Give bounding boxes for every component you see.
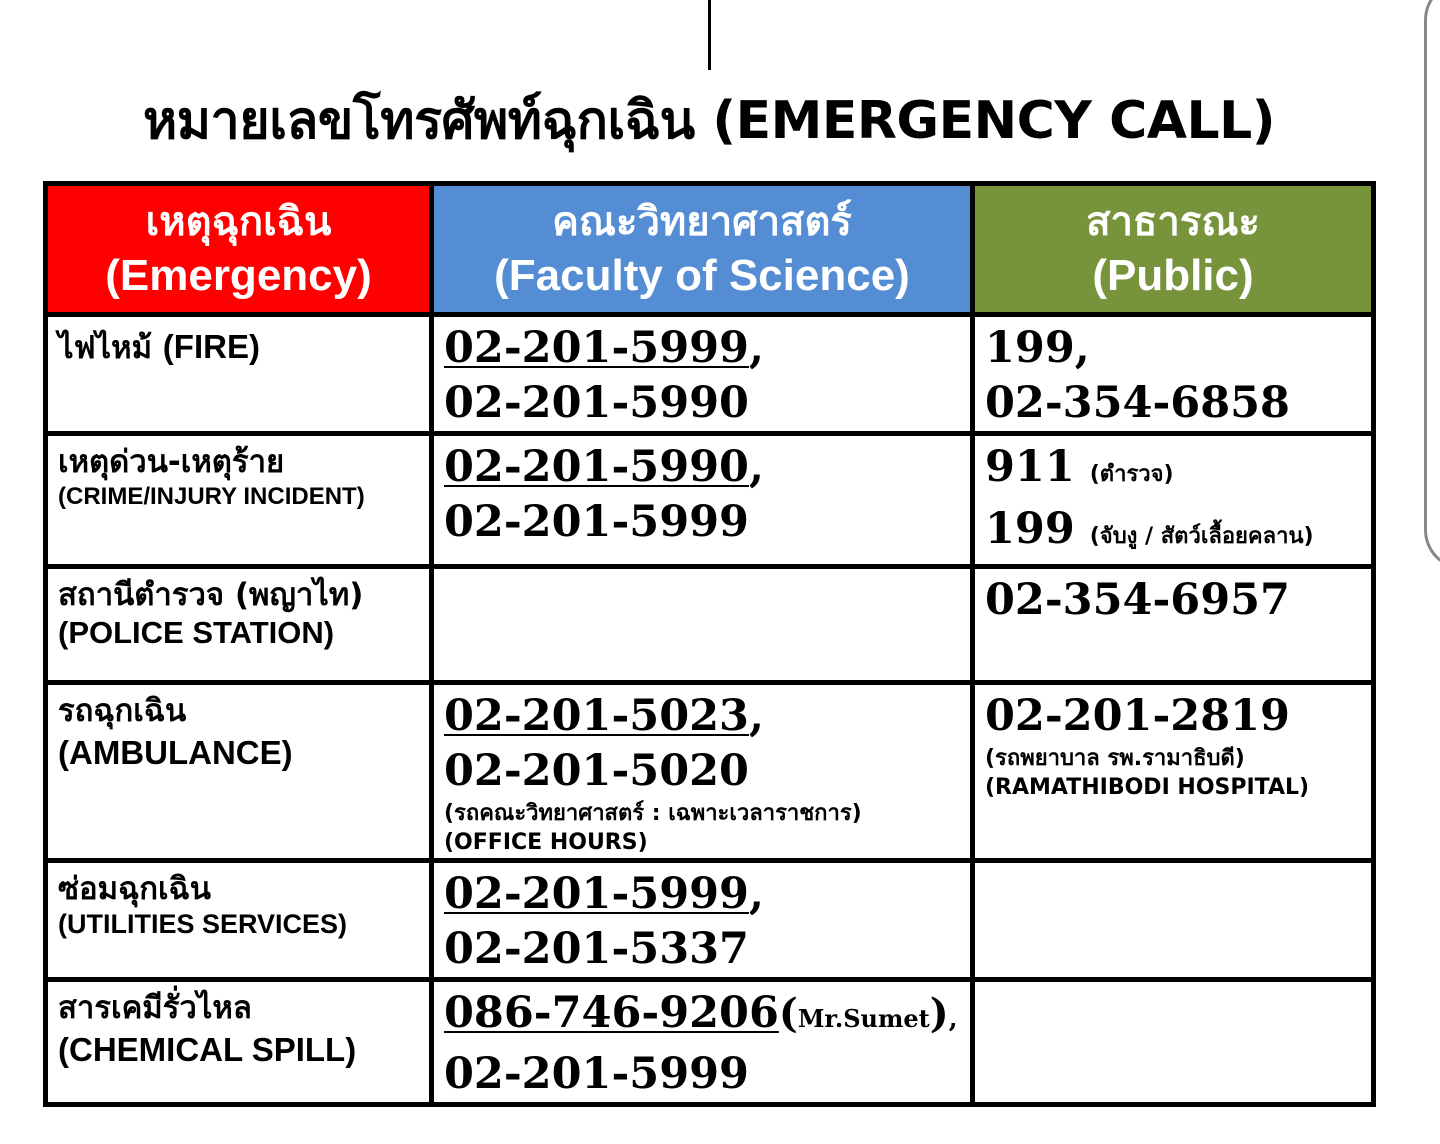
side-bracket-shape: [1424, 0, 1440, 570]
contact-name: Mr.Sumet: [797, 1004, 930, 1033]
phone-number: 02-201-5999: [444, 497, 749, 547]
phone-number: 02-201-2819: [985, 691, 1290, 741]
header-public-th: สาธารณะ: [1086, 199, 1260, 245]
public-fire: [973, 315, 1374, 434]
separator-comma: ,: [748, 323, 764, 373]
row-label-chemical: [46, 980, 432, 1105]
label-police-en: (POLICE STATION): [58, 615, 335, 650]
phone-link[interactable]: 02-201-5990: [444, 442, 749, 492]
phone-number: 911: [985, 442, 1075, 492]
page-title: หมายเลขโทรศัพท์ฉุกเฉิน (EMERGENCY CALL): [142, 91, 1276, 151]
separator-comma: ,: [748, 869, 764, 919]
table-row: [46, 315, 1374, 434]
public-chemical-empty: [973, 980, 1374, 1105]
label-utilities-th: ซ่อมฉุกเฉิน: [58, 871, 211, 907]
note-police: (ตำรวจ): [1089, 462, 1174, 487]
header-faculty: [432, 184, 973, 315]
phone-number: 199: [985, 504, 1075, 554]
label-chemical-th: สารเคมีรั่วไหล: [58, 990, 252, 1026]
table-row: [46, 683, 1374, 861]
row-label-fire: [46, 315, 432, 434]
header-emergency-en: (Emergency): [105, 251, 372, 300]
label-ambulance-th: รถฉุกเฉิน: [58, 693, 187, 729]
row-label-crime: [46, 434, 432, 567]
label-fire-th: ไฟไหม้: [58, 330, 152, 366]
header-emergency-th: เหตุฉุกเฉิน: [145, 199, 332, 245]
header-emergency: [46, 184, 432, 315]
label-crime-en: (CRIME/INJURY INCIDENT): [58, 483, 365, 510]
phone-number: 02-201-5020: [444, 746, 749, 796]
table-row: [46, 980, 1374, 1105]
header-public: [973, 184, 1374, 315]
public-utilities-empty: [973, 861, 1374, 980]
faculty-police-empty: [432, 567, 973, 683]
label-chemical-en: (CHEMICAL SPILL): [58, 1031, 357, 1068]
header-faculty-en: (Faculty of Science): [494, 251, 910, 300]
separator-comma: ,: [748, 442, 764, 492]
table-row: [46, 861, 1374, 980]
row-label-police: [46, 567, 432, 683]
public-crime: [973, 434, 1374, 567]
label-police-th: สถานีตำรวจ (พญาไท): [58, 577, 364, 613]
public-police: [973, 567, 1374, 683]
phone-number: 199,: [985, 323, 1090, 373]
paren-open: (: [778, 990, 798, 1037]
label-utilities-en: (UTILITIES SERVICES): [58, 909, 348, 939]
phone-link[interactable]: 02-201-5999: [444, 869, 749, 919]
separator-comma: ,: [948, 1004, 958, 1034]
phone-link[interactable]: 086-746-9206: [444, 988, 779, 1038]
phone-number: 02-354-6858: [985, 378, 1290, 428]
phone-link[interactable]: 02-201-5999: [444, 323, 749, 373]
separator-comma: ,: [748, 691, 764, 741]
public-ambulance: [973, 683, 1374, 861]
top-divider-line: [708, 0, 711, 70]
faculty-ambulance: [432, 683, 973, 861]
label-crime-th: เหตุด่วน-เหตุร้าย: [58, 444, 285, 480]
phone-number: 02-201-5990: [444, 378, 749, 428]
note-ramathibodi-en: (RAMATHIBODI HOSPITAL): [985, 775, 1310, 800]
header-faculty-th: คณะวิทยาศาสตร์: [552, 199, 852, 245]
faculty-crime: [432, 434, 973, 567]
table-row: [46, 567, 1374, 683]
emergency-contacts-table: [43, 181, 1376, 1107]
paren-close: ): [929, 990, 949, 1037]
phone-number: 02-354-6957: [985, 575, 1290, 625]
faculty-fire: [432, 315, 973, 434]
faculty-utilities: [432, 861, 973, 980]
header-public-en: (Public): [1092, 251, 1254, 300]
label-fire-en: (FIRE): [162, 328, 260, 365]
row-label-ambulance: [46, 683, 432, 861]
phone-number: 02-201-5337: [444, 924, 749, 974]
phone-number: 02-201-5999: [444, 1049, 749, 1099]
faculty-chemical: [432, 980, 973, 1105]
row-label-utilities: [46, 861, 432, 980]
label-ambulance-en: (AMBULANCE): [58, 734, 293, 771]
table-header-row: [46, 184, 1374, 315]
table-row: [46, 434, 1374, 567]
note-ramathibodi-th: (รถพยาบาล รพ.รามาธิบดี): [985, 746, 1245, 771]
note-faculty-car: (รถคณะวิทยาศาสตร์ : เฉพาะเวลาราชการ): [444, 801, 862, 826]
note-snake: (จับงู / สัตว์เลื้อยคลาน): [1089, 524, 1314, 549]
phone-link[interactable]: 02-201-5023: [444, 691, 749, 741]
note-office-hours: (OFFICE HOURS): [444, 830, 648, 855]
